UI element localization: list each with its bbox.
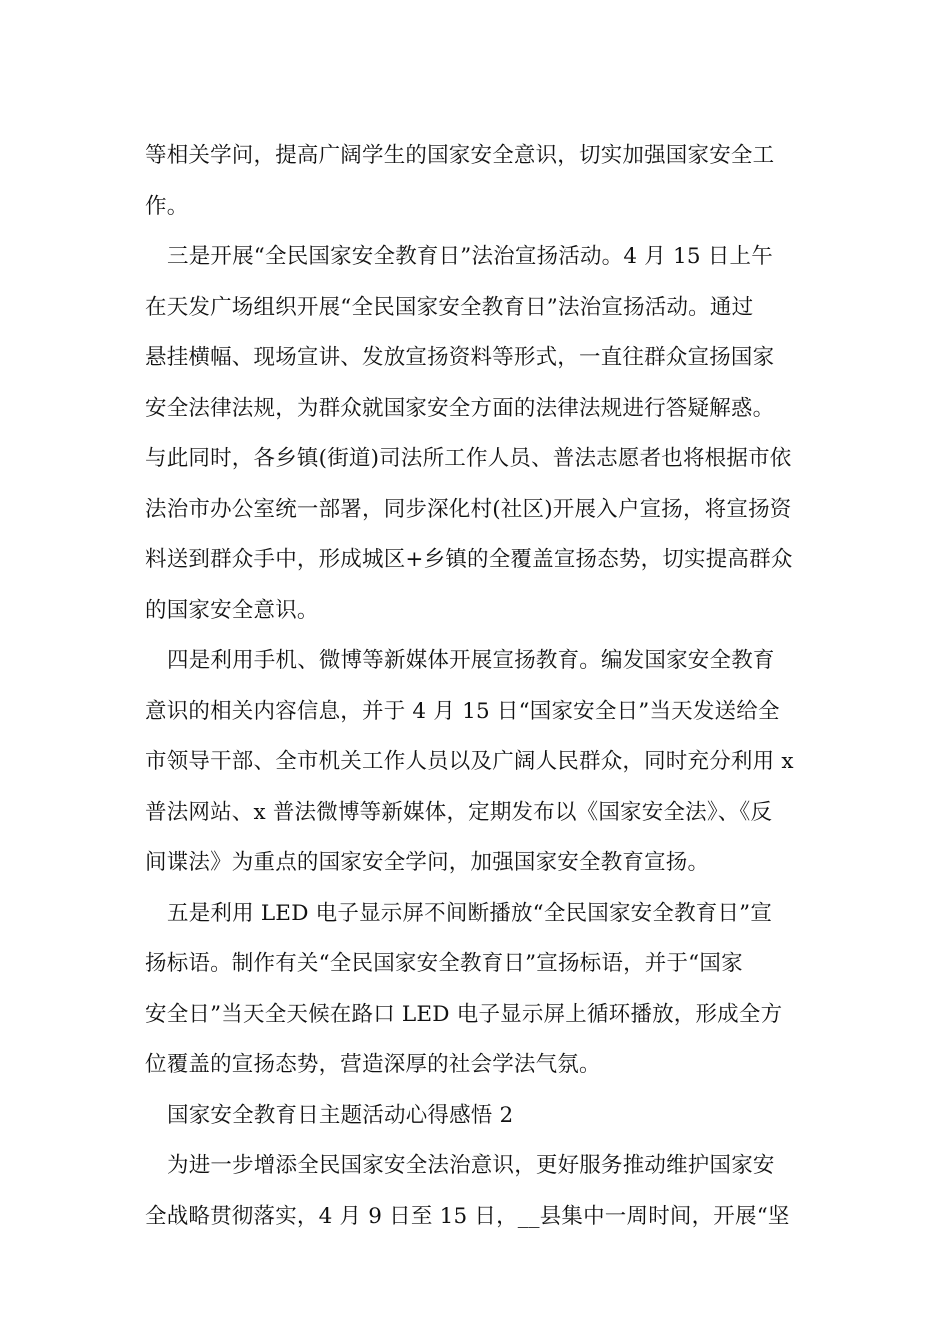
text-line: 位覆盖的宣扬态势，营造深厚的社会学法气氛。 — [145, 1052, 601, 1077]
text-line: 意识的相关内容信息，并于 4 月 15 日“国家安全日”当天发送给全 — [145, 698, 780, 724]
text-line: 四是利用手机、微博等新媒体开展宣扬教育。编发国家安全教育 — [167, 648, 775, 673]
text-line: 为进一步增添全民国家安全法治意识，更好服务推动维护国家安 — [167, 1153, 775, 1178]
paragraph-intro — [145, 1141, 810, 1242]
text-line: 三是开展“全民国家安全教育日”法治宣扬活动。4 月 15 日上午 — [167, 244, 773, 269]
paragraph-item-three — [145, 232, 810, 636]
section-heading — [145, 1091, 810, 1142]
text-line: 五是利用 LED 电子显示屏不间断播放“全民国家安全教育日”宣 — [167, 900, 773, 926]
text-line: 的国家安全意识。 — [145, 597, 319, 623]
text-line: 在天发广场组织开展“全民国家安全教育日”法治宣扬活动。通过 — [145, 294, 754, 320]
text-line: 安全法律法规，为群众就国家安全方面的法律法规进行答疑解惑。 — [145, 395, 775, 421]
text-line: 安全日”当天全天候在路口 LED 电子显示屏上循环播放，形成全方 — [145, 1001, 783, 1027]
text-line: 作。 — [145, 193, 189, 219]
text-line: 料送到群众手中，形成城区+乡镇的全覆盖宣扬态势，切实提高群众 — [145, 547, 793, 572]
text-line: 与此同时，各乡镇(街道)司法所工作人员、普法志愿者也将根据市依 — [145, 446, 792, 471]
paragraph-item-five — [145, 889, 810, 1091]
paragraph-continued — [145, 131, 810, 232]
text-line: 市领导干部、全市机关工作人员以及广阔人民群众，同时充分利用 x — [145, 749, 794, 774]
text-line: 悬挂横幅、现场宣讲、发放宣扬资料等形式，一直往群众宣扬国家 — [145, 345, 775, 370]
heading-text: 国家安全教育日主题活动心得感悟 2 — [167, 1102, 514, 1128]
text-line: 间谍法》为重点的国家安全学问，加强国家安全教育宣扬。 — [145, 850, 710, 875]
text-line: 普法网站、x 普法微博等新媒体，定期发布以《国家安全法》、《反 — [145, 799, 773, 825]
text-line: 法治市办公室统一部署，同步深化村(社区)开展入户宣扬，将宣扬资 — [145, 496, 792, 522]
text-line: 全战略贯彻落实，4 月 9 日至 15 日，__县集中一周时间，开展“坚 — [145, 1203, 790, 1229]
text-line: 等相关学问，提高广阔学生的国家安全意识，切实加强国家安全工 — [145, 143, 775, 168]
paragraph-item-four — [145, 636, 810, 889]
document-body — [145, 131, 810, 1242]
text-line: 扬标语。制作有关“全民国家安全教育日”宣扬标语，并于“国家 — [145, 951, 743, 976]
